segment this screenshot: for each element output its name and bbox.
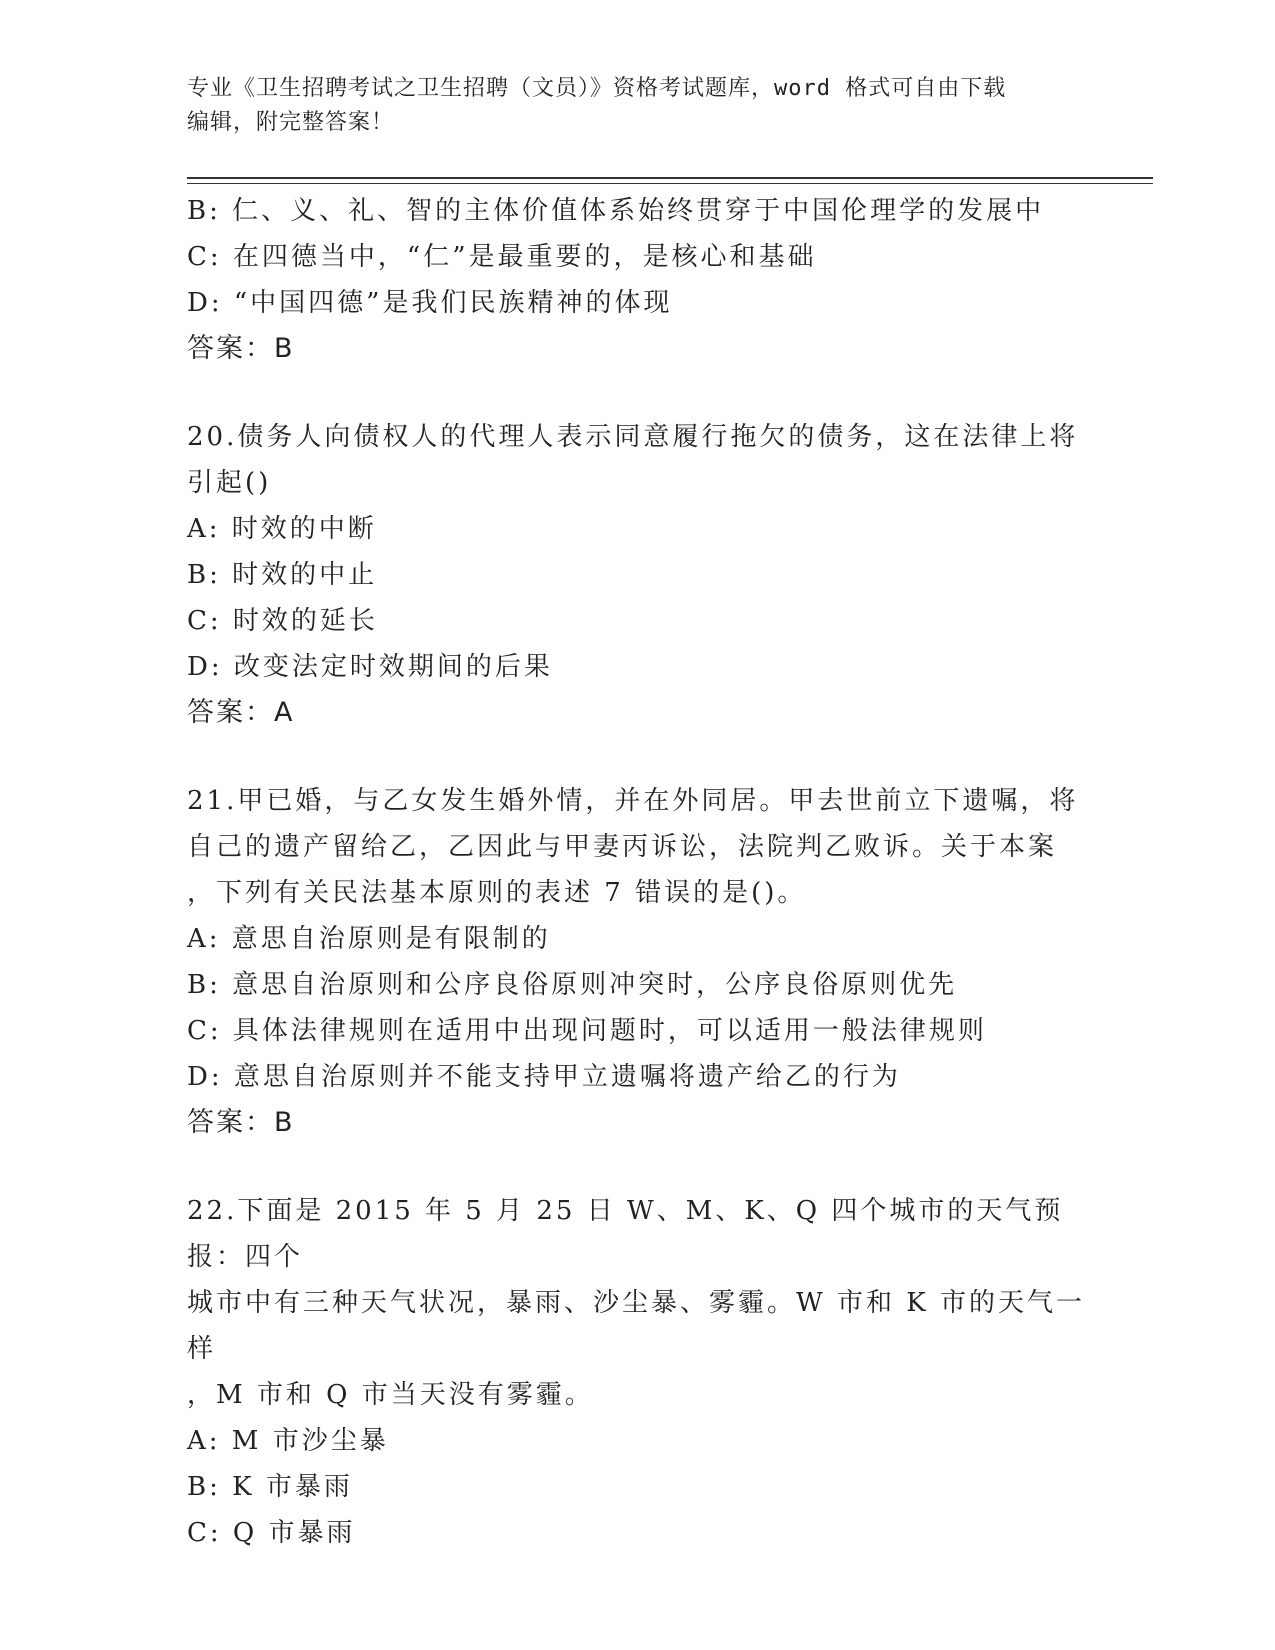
option-c: C: 在四德当中，“仁”是最重要的，是核心和基础 [187, 242, 817, 272]
question-stem-line: 22.下面是 2015 年 5 月 25 日 W、M、K、Q 四个城市的天气预报：四个 [187, 1196, 1064, 1272]
header-divider-thin [187, 183, 1153, 184]
question-stem-line: 自己的遗产留给乙，乙因此与甲妻丙诉讼，法院判乙败诉。关于本案 [187, 832, 1058, 862]
answer: 答案：B [187, 1107, 295, 1138]
question-stem-line: ，M 市和 Q 市当天没有雾霾。 [187, 1380, 594, 1410]
header-divider-thick [187, 177, 1153, 179]
option-a: A: M 市沙尘暴 [187, 1426, 389, 1456]
option-a: A: 意思自治原则是有限制的 [187, 924, 551, 954]
option-b: B: 意思自治原则和公序良俗原则冲突时，公序良俗原则优先 [187, 970, 958, 1000]
option-c: C: 时效的延长 [187, 606, 378, 636]
option-c: C: Q 市暴雨 [187, 1518, 356, 1548]
question-19 [187, 188, 1087, 372]
option-b: B: 时效的中止 [187, 560, 378, 590]
option-b: B: K 市暴雨 [187, 1472, 353, 1502]
header-line-1: 专业《卫生招聘考试之卫生招聘（文员）》资格考试题库，word 格式可自由下载 [187, 76, 1007, 101]
question-20 [187, 414, 1087, 736]
question-stem-line: 城市中有三种天气状况，暴雨、沙尘暴、雾霾。W 市和 K 市的天气一样 [187, 1288, 1085, 1364]
question-22 [187, 1188, 1087, 1556]
question-stem-line: 21.甲已婚，与乙女发生婚外情，并在外同居。甲去世前立下遗嘱，将 [187, 786, 1079, 816]
question-stem-line: 20.债务人向债权人的代理人表示同意履行拖欠的债务，这在法律上将 [187, 422, 1079, 452]
answer: 答案：A [187, 697, 295, 728]
option-d: D: 改变法定时效期间的后果 [187, 652, 553, 682]
option-d: D: 意思自治原则并不能支持甲立遗嘱将遗产给乙的行为 [187, 1062, 901, 1092]
question-21 [187, 778, 1087, 1146]
option-a: A: 时效的中断 [187, 514, 377, 544]
option-b: B: 仁、义、礼、智的主体价值体系始终贯穿于中国伦理学的发展中 [187, 196, 1045, 226]
question-stem-line: ，下列有关民法基本原则的表述 7 错误的是()。 [187, 878, 807, 908]
answer: 答案：B [187, 333, 295, 364]
question-list [187, 188, 1087, 1556]
option-d: D: “中国四德”是我们民族精神的体现 [187, 288, 673, 318]
header-line-2: 编辑，附完整答案！ [187, 110, 395, 135]
document-header [187, 72, 1067, 140]
option-c: C: 具体法律规则在适用中出现问题时，可以适用一般法律规则 [187, 1016, 987, 1046]
question-stem-line: 引起() [187, 468, 272, 498]
